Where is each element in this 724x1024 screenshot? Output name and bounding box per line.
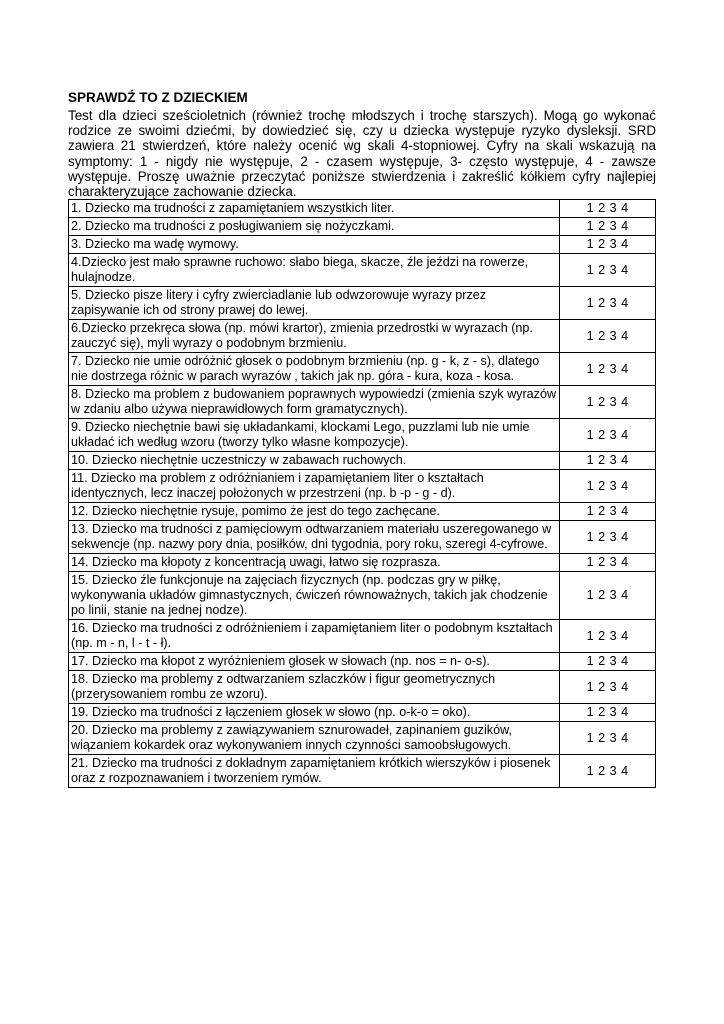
table-row xyxy=(69,704,656,722)
rating-scale[interactable]: 1 2 3 4 xyxy=(560,200,656,218)
rating-scale[interactable]: 1 2 3 4 xyxy=(560,671,656,704)
table-row xyxy=(69,200,656,218)
statement-text: 8. Dziecko ma problem z budowaniem poprawnych wypowiedzi (zmienia szyk wyrazów w zdaniu albo używa nieprawidłowych form gramatycznych). xyxy=(69,386,560,419)
rating-scale[interactable]: 1 2 3 4 xyxy=(560,320,656,353)
rating-scale[interactable]: 1 2 3 4 xyxy=(560,722,656,755)
document-page xyxy=(68,90,656,788)
statement-text: 2. Dziecko ma trudności z posługiwaniem się nożyczkami. xyxy=(69,218,560,236)
table-row xyxy=(69,320,656,353)
page-title: SPRAWDŹ TO Z DZIECKIEM xyxy=(68,90,248,105)
statement-text: 10. Dziecko niechętnie uczestniczy w zabawach ruchowych. xyxy=(69,452,560,470)
rating-scale[interactable]: 1 2 3 4 xyxy=(560,287,656,320)
statement-text: 15. Dziecko źle funkcjonuje na zajęciach fizycznych (np. podczas gry w piłkę, wykonywania układów gimnastycznych, ćwiczeń równoważnych, takich jak chodzenie po linii, stanie na jednej nodze). xyxy=(69,572,560,620)
table-row xyxy=(69,419,656,452)
rating-scale[interactable]: 1 2 3 4 xyxy=(560,254,656,287)
statement-text: 7. Dziecko nie umie odróżnić głosek o podobnym brzmieniu (np. g - k, z - s), dlatego nie dostrzega różnic w parach wyrazów , takich jak np. góra - kura, koza - kosa. xyxy=(69,353,560,386)
table-row xyxy=(69,572,656,620)
statement-text: 17. Dziecko ma kłopot z wyróżnieniem głosek w słowach (np. nos = n- o-s). xyxy=(69,653,560,671)
statement-text: 5. Dziecko pisze litery i cyfry zwierciadlanie lub odwzorowuje wyrazy przez zapisywanie ich od strony prawej do lewej. xyxy=(69,287,560,320)
rating-scale[interactable]: 1 2 3 4 xyxy=(560,572,656,620)
table-row xyxy=(69,236,656,254)
statement-text: 18. Dziecko ma problemy z odtwarzaniem szlaczków i figur geometrycznych (przerysowaniem rombu ze wzoru). xyxy=(69,671,560,704)
table-row xyxy=(69,554,656,572)
statement-text: 16. Dziecko ma trudności z odróżnieniem i zapamiętaniem liter o podobnym kształtach (np. m - n, l - t - ł). xyxy=(69,620,560,653)
rating-scale[interactable]: 1 2 3 4 xyxy=(560,386,656,419)
table-row xyxy=(69,653,656,671)
statements-table xyxy=(68,199,656,788)
table-row xyxy=(69,755,656,788)
statement-text: 9. Dziecko niechętnie bawi się układankami, klockami Lego, puzzlami lub nie umie układać ich według wzoru (tworzy tylko własne kompozycje). xyxy=(69,419,560,452)
table-row xyxy=(69,503,656,521)
statement-text: 19. Dziecko ma trudności z łączeniem głosek w słowo (np. o-k-o = oko). xyxy=(69,704,560,722)
statement-text: 3. Dziecko ma wadę wymowy. xyxy=(69,236,560,254)
table-row xyxy=(69,722,656,755)
rating-scale[interactable]: 1 2 3 4 xyxy=(560,755,656,788)
table-row xyxy=(69,620,656,653)
statement-text: 1. Dziecko ma trudności z zapamiętaniem wszystkich liter. xyxy=(69,200,560,218)
statement-text: 13. Dziecko ma trudności z pamięciowym odtwarzaniem materiału uszeregowanego w sekwencje (np. nazwy pory dnia, posiłków, dni tygodnia, pory roku, szeregi 4-cyfrowe. xyxy=(69,521,560,554)
rating-scale[interactable]: 1 2 3 4 xyxy=(560,218,656,236)
rating-scale[interactable]: 1 2 3 4 xyxy=(560,452,656,470)
table-row xyxy=(69,386,656,419)
rating-scale[interactable]: 1 2 3 4 xyxy=(560,653,656,671)
statement-text: 21. Dziecko ma trudności z dokładnym zapamiętaniem krótkich wierszyków i piosenek oraz z rozpoznawaniem i tworzeniem rymów. xyxy=(69,755,560,788)
statement-text: 4.Dziecko jest mało sprawne ruchowo: słabo biega, skacze, źle jeździ na rowerze, hulajnodze. xyxy=(69,254,560,287)
table-row xyxy=(69,452,656,470)
rating-scale[interactable]: 1 2 3 4 xyxy=(560,620,656,653)
table-row xyxy=(69,353,656,386)
table-row xyxy=(69,287,656,320)
table-row xyxy=(69,218,656,236)
statement-text: 14. Dziecko ma kłopoty z koncentracją uwagi, łatwo się rozprasza. xyxy=(69,554,560,572)
table-row xyxy=(69,671,656,704)
rating-scale[interactable]: 1 2 3 4 xyxy=(560,521,656,554)
rating-scale[interactable]: 1 2 3 4 xyxy=(560,503,656,521)
intro-paragraph: Test dla dzieci sześcioletnich (również trochę młodszych i trochę starszych). Mogą go wykonać rodzice ze swoimi dziećmi, by dowiedzieć się, czy u dziecka występuje ryzyko dysleksji. SRD zawiera 21 stwierdzeń, które należy ocenić wg skali 4-stopniowej. Cyfry na skali wskazują na symptomy: 1 - nigdy nie występuje, 2 - czasem występuje, 3- często występuje, 4 - zawsze występuje. Proszę uważnie przeczytać poniższe stwierdzenia i zakreślić kółkiem cyfry najlepiej charakteryzujące zachowanie dziecka. xyxy=(68,108,656,200)
rating-scale[interactable]: 1 2 3 4 xyxy=(560,704,656,722)
statement-text: 20. Dziecko ma problemy z zawiązywaniem sznurowadeł, zapinaniem guzików, wiązaniem kokardek oraz wykonywaniem innych czynności samoobsługowych. xyxy=(69,722,560,755)
rating-scale[interactable]: 1 2 3 4 xyxy=(560,419,656,452)
rating-scale[interactable]: 1 2 3 4 xyxy=(560,353,656,386)
statement-text: 6.Dziecko przekręca słowa (np. mówi krartor), zmienia przedrostki w wyrazach (np. zauczyć się), myli wyrazy o podobnym brzmieniu. xyxy=(69,320,560,353)
table-row xyxy=(69,254,656,287)
rating-scale[interactable]: 1 2 3 4 xyxy=(560,554,656,572)
rating-scale[interactable]: 1 2 3 4 xyxy=(560,236,656,254)
statement-text: 12. Dziecko niechętnie rysuje, pomimo że jest do tego zachęcane. xyxy=(69,503,560,521)
statement-text: 11. Dziecko ma problem z odróżnianiem i zapamiętaniem liter o kształtach identycznych, lecz inaczej położonych w przestrzeni (np. b -p - g - d). xyxy=(69,470,560,503)
table-row xyxy=(69,521,656,554)
table-row xyxy=(69,470,656,503)
rating-scale[interactable]: 1 2 3 4 xyxy=(560,470,656,503)
